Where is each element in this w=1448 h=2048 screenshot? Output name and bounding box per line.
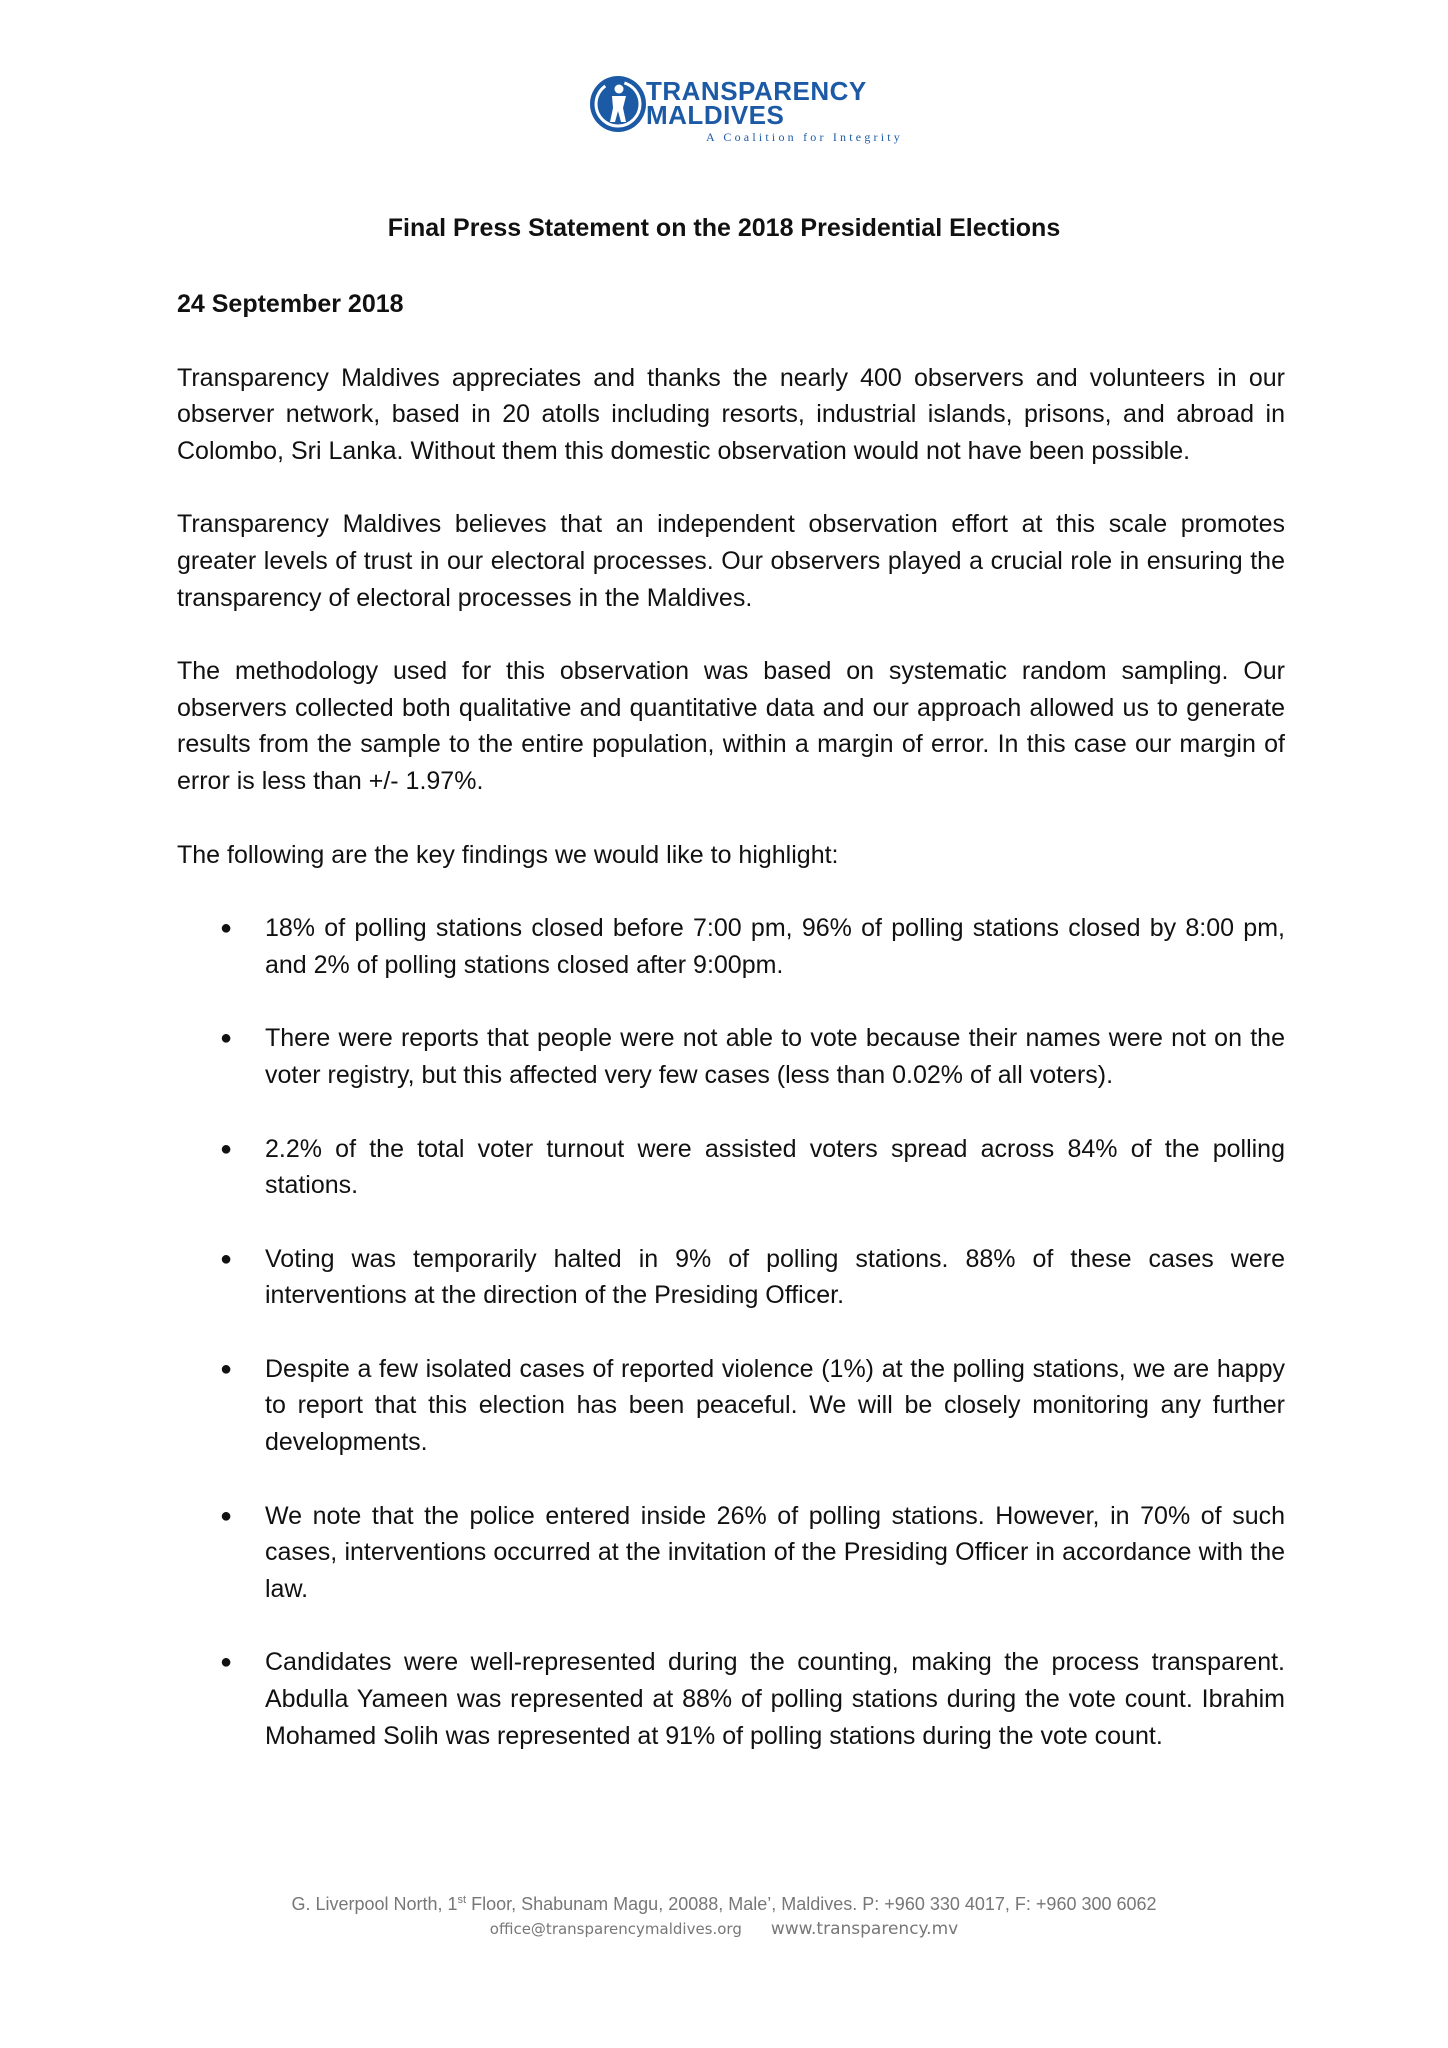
paragraph-methodology: The methodology used for this observation was based on systematic random sampling. Our observers collected both qualitative and quantitative data and our approach allowed us to generate results from the sample to the entire population, within a margin of error. In this case our margin of error is less than +/- 1.97%. xyxy=(177,657,1285,795)
address-start: G. Liverpool North, 1 xyxy=(291,1894,458,1914)
paragraph-findings-intro: The following are the key findings we would like to highlight: xyxy=(177,840,839,869)
logo-line-1: TRANSPARENCY xyxy=(646,76,867,106)
paragraph-thanks: Transparency Maldives appreciates and thanks the nearly 400 observers and volunteers in our observer network, based in 20 atolls including resorts, industrial islands, prisons, and abroad in Colombo, Sri Lanka. Without them this domestic observation would not have been possible. xyxy=(177,363,1285,465)
key-findings-list xyxy=(177,910,1285,1754)
address-end: Floor, Shabunam Magu, 20088, Male’, Maldives. P: +960 330 4017, F: +960 300 6062 xyxy=(466,1894,1157,1914)
list-item xyxy=(177,1644,1285,1754)
organization-logo xyxy=(588,72,903,146)
footer-website: www.transparency.mv xyxy=(770,1919,959,1939)
document-title: Final Press Statement on the 2018 Presidential Elections xyxy=(387,214,1061,242)
address-ordinal: st xyxy=(457,1894,467,1906)
list-item xyxy=(177,1131,1285,1204)
finding-text: We note that the police entered inside 26% of polling stations. However, in 70% of such cases, interventions occurred at the invitation of the Presiding Officer in accordance with the law. xyxy=(265,1501,1285,1603)
list-item xyxy=(177,1351,1285,1461)
finding-text: Candidates were well-represented during the counting, making the process transparent. Abdulla Yameen was represented at 88% of polling stations during the vote count. Ibrahim Mohamed Solih was represented at 91% of polling stations during the vote count. xyxy=(265,1648,1285,1750)
footer-email: office@transparencymaldives.org xyxy=(489,1920,742,1938)
page-footer xyxy=(0,1892,1448,1941)
logo-tagline: A Coalition for Integrity xyxy=(706,130,903,144)
bullet-icon: ● xyxy=(220,1651,233,1674)
globe-figure-icon xyxy=(588,74,648,134)
footer-address xyxy=(0,1892,1448,1916)
document-body xyxy=(177,286,1285,1791)
finding-text: Voting was temporarily halted in 9% of polling stations. 88% of these cases were interventions at the direction of the Presiding Officer. xyxy=(265,1244,1285,1310)
finding-text: 2.2% of the total voter turnout were assisted voters spread across 84% of the polling stations. xyxy=(265,1134,1285,1200)
finding-text: Despite a few isolated cases of reported violence (1%) at the polling stations, we are happy to report that this election has been peaceful. We will be closely monitoring any further developments. xyxy=(265,1354,1285,1457)
statement-date: 24 September 2018 xyxy=(177,290,404,318)
list-item xyxy=(177,1241,1285,1314)
finding-text: There were reports that people were not able to vote because their names were not on the voter registry, but this affected very few cases (less than 0.02% of all voters). xyxy=(265,1024,1285,1089)
bullet-icon: ● xyxy=(220,1137,233,1160)
finding-text: 18% of polling stations closed before 7:00 pm, 96% of polling stations closed by 8:00 pm, and 2% of polling stations closed after 9:00pm. xyxy=(265,914,1285,979)
list-item xyxy=(177,1020,1285,1093)
list-item xyxy=(177,1498,1285,1608)
bullet-icon: ● xyxy=(220,1357,233,1380)
footer-contacts xyxy=(0,1916,1448,1941)
list-item xyxy=(177,910,1285,983)
paragraph-trust: Transparency Maldives believes that an independent observation effort at this scale promotes greater levels of trust in our electoral processes. Our observers played a crucial role in ensuring the transparency of electoral processes in the Maldives. xyxy=(177,510,1285,612)
bullet-icon: ● xyxy=(220,1247,233,1270)
logo-line-2: MALDIVES xyxy=(646,100,785,130)
bullet-icon: ● xyxy=(220,1504,233,1527)
bullet-icon: ● xyxy=(220,1027,233,1050)
bullet-icon: ● xyxy=(220,917,233,940)
